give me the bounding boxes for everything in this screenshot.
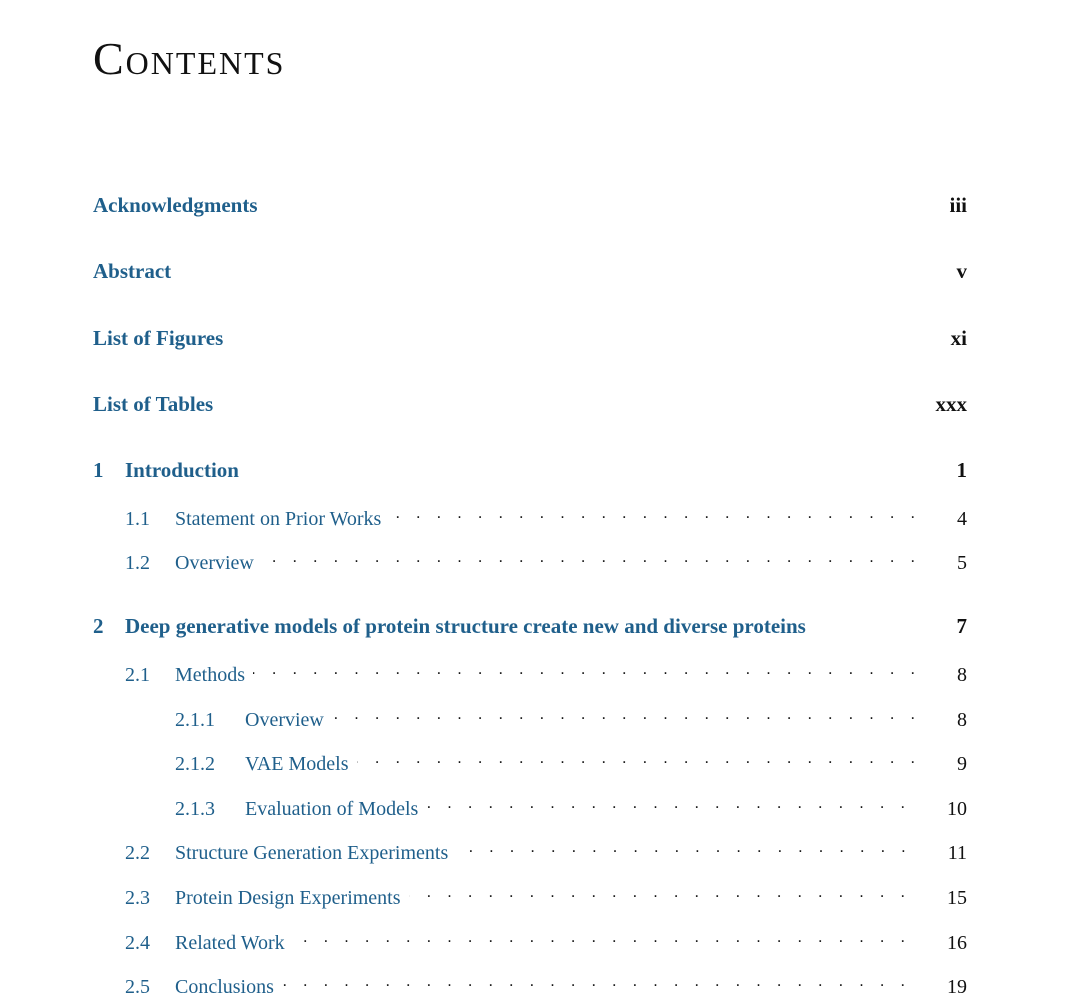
toc-entry-list-of-figures[interactable] (93, 326, 967, 356)
dot-leader (456, 837, 911, 859)
toc-entry-number[interactable]: 2.2 (125, 842, 150, 864)
page-title: Contents (93, 33, 286, 84)
toc-entry-label[interactable]: List of Tables (93, 392, 214, 416)
toc-entry-page[interactable]: 19 (947, 976, 967, 998)
toc-entry-label[interactable]: List of Figures (93, 326, 224, 350)
toc-entry-label[interactable]: Statement on Prior Works (175, 508, 382, 530)
toc-section-1-2[interactable] (93, 547, 967, 577)
toc-entry-number[interactable]: 1.2 (125, 552, 150, 574)
toc-subsection-2-1-1[interactable] (93, 704, 967, 734)
toc-entry-page[interactable]: 11 (947, 842, 967, 864)
toc-entry-page[interactable]: 5 (957, 552, 967, 574)
toc-entry-label[interactable]: Overview (175, 552, 254, 574)
dot-leader (409, 882, 911, 904)
toc-entry-label[interactable]: Introduction (125, 458, 239, 482)
toc-entry-label[interactable]: VAE Models (245, 753, 349, 775)
toc-entry-label[interactable]: Evaluation of Models (245, 798, 419, 820)
toc-entry-page[interactable]: 8 (957, 709, 967, 731)
dot-leader (426, 793, 911, 815)
toc-entry-label[interactable]: Overview (245, 709, 324, 731)
toc-entry-page[interactable]: 16 (947, 932, 967, 954)
dot-leader (282, 971, 911, 993)
toc-entry-page[interactable]: 15 (947, 887, 967, 909)
dot-leader (262, 547, 921, 569)
toc-section-2-3[interactable] (93, 882, 967, 912)
toc-entry-label[interactable]: Acknowledgments (93, 193, 258, 217)
toc-subsection-2-1-2[interactable] (93, 748, 967, 778)
toc-entry-list-of-tables[interactable] (93, 392, 967, 422)
dot-leader (389, 503, 921, 525)
toc-entry-label[interactable]: Abstract (93, 259, 172, 283)
toc-entry-page[interactable]: 7 (956, 614, 967, 638)
toc-entry-label[interactable]: Methods (175, 664, 245, 686)
toc-entry-number[interactable]: 1.1 (125, 508, 150, 530)
toc-entry-page[interactable]: 8 (957, 664, 967, 686)
toc-entry-number[interactable]: 2 (93, 614, 104, 638)
toc-chapter-1[interactable] (93, 458, 967, 488)
toc-section-2-2[interactable] (93, 837, 967, 867)
dot-leader (332, 704, 921, 726)
toc-entry-label[interactable]: Related Work (175, 932, 285, 954)
toc-entry-page[interactable]: v (956, 259, 967, 283)
toc-entry-number[interactable]: 2.1 (125, 664, 150, 686)
dot-leader (253, 659, 921, 681)
toc-entry-label[interactable]: Deep generative models of protein structure create new and diverse proteins (125, 614, 806, 638)
toc-subsection-2-1-3[interactable] (93, 793, 967, 823)
toc-section-1-1[interactable] (93, 503, 967, 533)
toc-entry-number[interactable]: 1 (93, 458, 104, 482)
toc-entry-page[interactable]: 9 (957, 753, 967, 775)
toc-entry-page[interactable]: 4 (957, 508, 967, 530)
toc-entry-page[interactable]: 1 (956, 458, 967, 482)
toc-entry-page[interactable]: xi (950, 326, 967, 350)
toc-entry-number[interactable]: 2.4 (125, 932, 150, 954)
toc-section-2-1[interactable] (93, 659, 967, 689)
toc-entry-number[interactable]: 2.1.1 (175, 709, 215, 731)
toc-entry-number[interactable]: 2.3 (125, 887, 150, 909)
toc-entry-acknowledgments[interactable] (93, 193, 967, 223)
toc-entry-label[interactable]: Conclusions (175, 976, 274, 998)
toc-chapter-2[interactable] (93, 614, 967, 644)
dot-leader (357, 748, 921, 770)
toc-entry-number[interactable]: 2.1.2 (175, 753, 215, 775)
toc-entry-number[interactable]: 2.1.3 (175, 798, 215, 820)
toc-entry-abstract[interactable] (93, 259, 967, 289)
toc-entry-page[interactable]: iii (949, 193, 967, 217)
toc-entry-number[interactable]: 2.5 (125, 976, 150, 998)
toc-entry-label[interactable]: Structure Generation Experiments (175, 842, 449, 864)
toc-section-2-5[interactable] (93, 971, 967, 1001)
dot-leader (293, 927, 911, 949)
toc-entry-label[interactable]: Protein Design Experiments (175, 887, 401, 909)
toc-entry-page[interactable]: 10 (947, 798, 967, 820)
toc-entry-page[interactable]: xxx (935, 392, 967, 416)
toc-section-2-4[interactable] (93, 927, 967, 957)
